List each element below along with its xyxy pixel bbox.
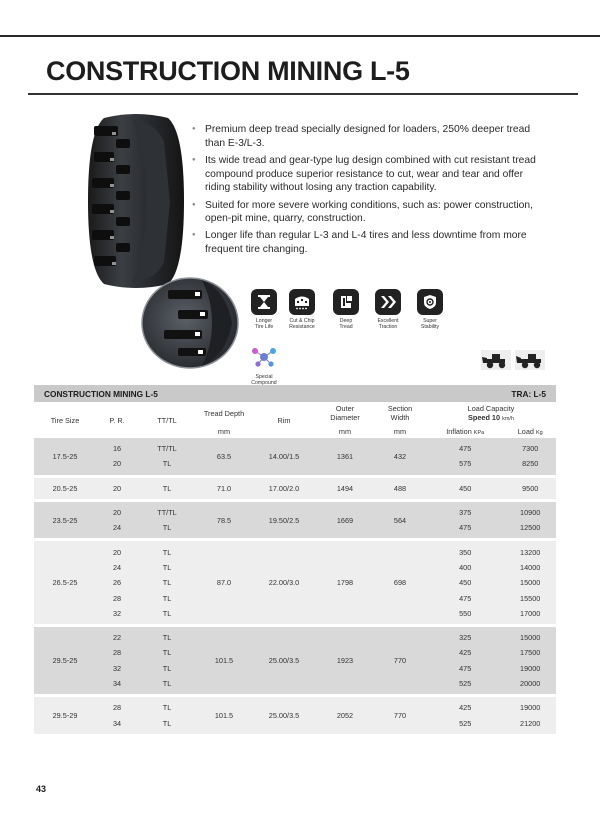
icon-label: Super [423,318,437,324]
header-tttl: TT/TL [138,402,196,438]
cell-inflation: 425 [426,645,504,660]
cell-load: 10900 [504,505,556,520]
table-row [34,481,556,496]
feature-item: ● Its wide tread and gear-type lug design combined with cut resistant tread compound produce superior resistance to cut, wear and tear and offer riding stability without losing any traction capability. [192,154,547,195]
group-spacer [34,731,556,734]
header-section-width-line2: Width [390,413,410,422]
icon-label: Tire Life [254,324,274,330]
feature-item: ● Suited for more severe working conditions, such as: power construction, open-pit mine, quarry, construction. [192,199,547,226]
cell-load: 15000 [504,630,556,645]
cell-pr: 20 [96,544,138,559]
cell-outer-diameter: 2052 [316,700,374,731]
header-tread-depth: Tread Depth [196,402,252,424]
cell-pr: 20 [96,481,138,496]
cell-inflation: 425 [426,700,504,715]
feature-list [192,123,547,260]
spec-table-container [34,385,556,734]
cell-inflation: 525 [426,715,504,730]
cell-inflation: 525 [426,676,504,691]
feature-item: ● Premium deep tread specially designed for loaders, 250% deeper tread than E-3/L-3. [192,123,547,150]
cell-inflation: 325 [426,630,504,645]
header-pr: P. R. [96,402,138,438]
cell-outer-diameter: 1361 [316,441,374,472]
tire-front-image [86,112,186,290]
cell-tread-depth: 101.5 [196,630,252,691]
header-inflation-label: Inflation [446,426,472,436]
cell-inflation: 475 [426,590,504,605]
header-speed-unit: km/h [502,416,514,422]
header-outer-diameter-line1: Outer [335,404,355,413]
cell-tire-size: 29.5-25 [34,630,96,691]
cell-rim: 17.00/2.0 [252,481,316,496]
feature-icon-stability [411,289,449,330]
unit-tread-mm: mm [196,424,252,438]
cell-pr: 28 [96,645,138,660]
cell-tttl: TL [138,456,196,471]
page-number: 43 [36,784,47,794]
cell-tttl: TL [138,590,196,605]
icon-label: Cut & Chip [289,318,315,324]
header-inflation-unit: KPa [473,429,485,436]
icon-label: Stability [420,324,440,330]
icon-label: Resistance [289,324,315,330]
cell-rim: 25.00/3.5 [252,630,316,691]
traction-icon [379,294,397,310]
table-header-row [34,402,556,424]
cell-inflation: 400 [426,560,504,575]
icon-label: Traction [378,324,398,330]
unit-sw-mm: mm [374,424,426,438]
cut-chip-icon [293,294,311,310]
icon-label: Longer [255,318,273,324]
page-title: CONSTRUCTION MINING L-5 [46,56,410,86]
icon-label: Deep [339,318,353,324]
cell-rim: 25.00/3.5 [252,700,316,731]
cell-load: 21200 [504,715,556,730]
header-load-capacity [426,402,556,424]
feature-icon-cut-chip [283,289,321,330]
feature-icon-traction [369,289,407,330]
cell-tttl: TL [138,481,196,496]
table-title: CONSTRUCTION MINING L-5 [44,388,158,399]
header-section-width [374,402,426,424]
cell-tire-size: 20.5-25 [34,481,96,496]
feature-item: ● Longer life than regular L-3 and L-4 tires and less downtime from more frequent tire changing. [192,229,547,256]
cell-pr: 28 [96,590,138,605]
cell-tread-depth: 87.0 [196,544,252,620]
cell-tttl: TL [138,520,196,535]
cell-pr: 24 [96,560,138,575]
cell-load: 15500 [504,590,556,605]
cell-tire-size: 23.5-25 [34,505,96,536]
cell-load: 15000 [504,575,556,590]
cell-outer-diameter: 1494 [316,481,374,496]
cell-inflation: 475 [426,441,504,456]
cell-rim: 14.00/1.5 [252,441,316,472]
cell-pr: 20 [96,505,138,520]
cell-inflation: 475 [426,520,504,535]
cell-pr: 24 [96,520,138,535]
molecule-icon [249,346,279,368]
cell-pr: 28 [96,700,138,715]
cell-tttl: TT/TL [138,441,196,456]
cell-tttl: TL [138,560,196,575]
header-load-capacity-label: Load Capacity [467,404,515,413]
machine-icons [481,350,547,370]
cell-inflation: 350 [426,544,504,559]
table-row [34,700,556,715]
cell-pr: 34 [96,676,138,691]
cell-tread-depth: 71.0 [196,481,252,496]
cell-load: 13200 [504,544,556,559]
special-compound [240,346,288,386]
cell-section-width: 770 [374,700,426,731]
header-tire-size: Tire Size [34,402,96,438]
cell-pr: 32 [96,606,138,621]
deep-tread-icon [338,294,354,310]
cell-load: 8250 [504,456,556,471]
cell-outer-diameter: 1798 [316,544,374,620]
spec-table [34,385,556,734]
cell-load: 17500 [504,645,556,660]
cell-section-width: 698 [374,544,426,620]
cell-rim: 19.50/2.5 [252,505,316,536]
cell-load: 20000 [504,676,556,691]
cell-tttl: TL [138,700,196,715]
cell-tttl: TL [138,630,196,645]
cell-tttl: TL [138,606,196,621]
cell-load: 14000 [504,560,556,575]
header-outer-diameter [316,402,374,424]
cell-load: 12500 [504,520,556,535]
cell-tttl: TL [138,661,196,676]
cell-pr: 16 [96,441,138,456]
cell-tread-depth: 101.5 [196,700,252,731]
cell-tire-size: 26.5-25 [34,544,96,620]
icon-label: Tread [339,324,353,330]
cell-tread-depth: 78.5 [196,505,252,536]
header-load-unit: Kg [535,429,543,436]
cell-inflation: 550 [426,606,504,621]
cell-section-width: 488 [374,481,426,496]
cell-tttl: TT/TL [138,505,196,520]
title-underline [28,93,578,95]
cell-pr: 26 [96,575,138,590]
cell-rim: 22.00/3.0 [252,544,316,620]
cell-pr: 32 [96,661,138,676]
stability-icon [422,294,438,310]
table-row [34,544,556,559]
table-title-bar [34,385,556,402]
tire-tread-closeup-image [140,276,240,370]
cell-tread-depth: 63.5 [196,441,252,472]
cell-section-width: 432 [374,441,426,472]
header-load-label: Load [517,426,534,436]
unit-od-mm: mm [316,424,374,438]
cell-pr: 20 [96,456,138,471]
cell-inflation: 450 [426,481,504,496]
icon-label: Special [255,374,273,380]
cell-inflation: 450 [426,575,504,590]
cell-load: 19000 [504,661,556,676]
table-row [34,630,556,645]
icon-label: Excellent [377,318,399,324]
table-row [34,505,556,520]
header-load [504,424,556,438]
icon-label: Compound [251,380,277,386]
top-rule [0,35,600,37]
cell-pr: 34 [96,715,138,730]
header-outer-diameter-line2: Diameter [330,413,360,422]
cell-section-width: 564 [374,505,426,536]
cell-inflation: 375 [426,505,504,520]
header-rim: Rim [252,402,316,438]
cell-tttl: TL [138,544,196,559]
cell-inflation: 475 [426,661,504,676]
cell-outer-diameter: 1923 [316,630,374,691]
cell-outer-diameter: 1669 [316,505,374,536]
feature-icon-longer-tire-life [245,289,283,330]
cell-pr: 22 [96,630,138,645]
cell-tttl: TL [138,575,196,590]
cell-load: 9500 [504,481,556,496]
cell-load: 7300 [504,441,556,456]
header-section-width-line1: Section [387,404,413,413]
header-speed: Speed 10 [468,413,501,422]
cell-section-width: 770 [374,630,426,691]
header-inflation [426,424,504,438]
cell-tttl: TL [138,676,196,691]
table-row [34,441,556,456]
table-tra: TRA: L-5 [511,388,546,399]
cell-tttl: TL [138,645,196,660]
feature-icon-deep-tread [327,289,365,330]
cell-tire-size: 17.5-25 [34,441,96,472]
hourglass-icon [256,294,272,310]
cell-tttl: TL [138,715,196,730]
cell-inflation: 575 [426,456,504,471]
cell-tire-size: 29.5-29 [34,700,96,731]
cell-load: 17000 [504,606,556,621]
spec-table-body [34,438,556,734]
cell-load: 19000 [504,700,556,715]
